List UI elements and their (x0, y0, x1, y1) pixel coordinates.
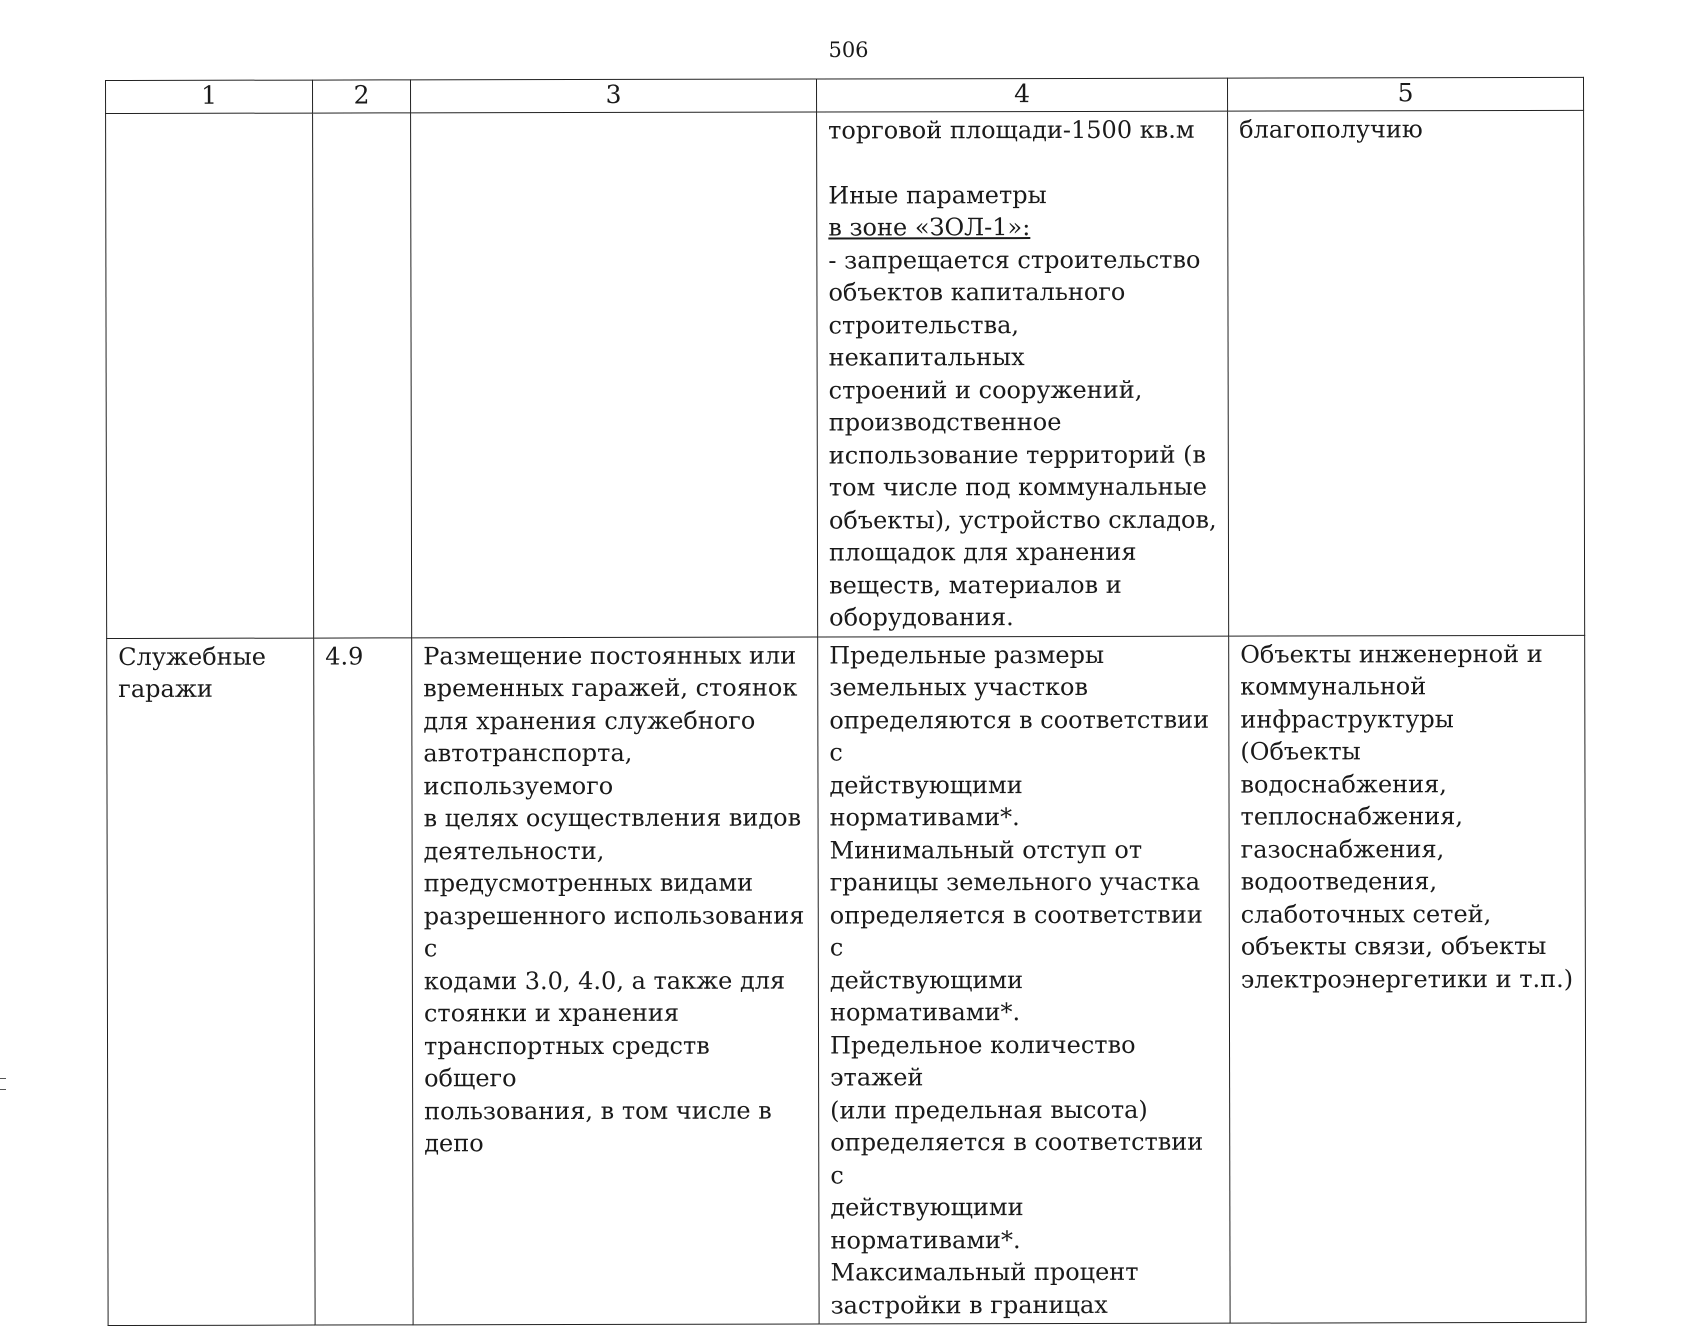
infrastructure-line: инфраструктуры (Объекты (1240, 704, 1454, 766)
restriction-line: оборудования. (829, 603, 1014, 632)
parameter-line: земельных участков (829, 672, 1089, 702)
restriction-line: использование территорий (в (828, 440, 1206, 469)
continued-col-3 (411, 112, 818, 637)
description-line: кодами 3.0, 4.0, а также для (423, 966, 786, 995)
infrastructure-line: коммунальной (1240, 672, 1427, 701)
infrastructure-line: объекты связи, объекты (1240, 931, 1547, 961)
description-line: для хранения служебного (423, 706, 756, 735)
scan-edge-mark (0, 1078, 6, 1090)
table-row-service-garages (107, 635, 1586, 1326)
description-line: транспортных средств общего (423, 1031, 710, 1093)
restriction-line: - запрещается строительство (828, 245, 1201, 274)
table-header-row (106, 77, 1584, 113)
description-line: депо (424, 1129, 484, 1158)
parameter-line: действующими нормативами*. (829, 770, 1023, 832)
restriction-line: объектов капитального (828, 277, 1126, 307)
header-col-2: 2 (313, 80, 411, 113)
parameter-line: определяются в соответствии с (829, 705, 1210, 767)
description-line: в целях осуществления видов (423, 803, 802, 833)
description-line: автотранспорта, используемого (423, 738, 633, 800)
parameter-line: действующими нормативами*. (829, 965, 1024, 1027)
continued-col-4 (817, 111, 1229, 636)
parameter-line: Предельные размеры (829, 640, 1105, 669)
header-col-1: 1 (106, 80, 313, 113)
use-name-cell (107, 638, 315, 1326)
parameter-line: определяется в соответствии с (830, 1127, 1204, 1189)
continued-col-5 (1228, 110, 1585, 635)
parameter-line: Максимальный процент (830, 1257, 1139, 1287)
infrastructure-line: электроэнергетики и т.п.) (1240, 964, 1574, 994)
continued-col4-line: торговой площади-1500 кв.м (828, 115, 1195, 145)
description-line: предусмотренных видами (423, 868, 754, 898)
zoning-table (105, 77, 1587, 1326)
restriction-line: том числе под коммунальные (828, 472, 1207, 502)
infrastructure-line: водоснабжения, (1240, 769, 1447, 799)
infrastructure-line: Объекты инженерной и (1240, 639, 1543, 669)
description-line: разрешенного использования с (423, 901, 805, 963)
restriction-line: веществ, материалов и (829, 570, 1122, 599)
use-description-cell (412, 637, 819, 1325)
use-name-line: гаражи (118, 674, 213, 703)
use-name-line: Служебные (118, 642, 267, 671)
restriction-line: производственное (828, 407, 1062, 437)
restriction-line: строений и сооружений, (828, 375, 1143, 404)
header-col-4: 4 (816, 78, 1227, 112)
infrastructure-line: водоотведения, (1240, 867, 1438, 896)
infrastructure-line: слаботочных сетей, (1240, 899, 1492, 929)
parameter-line: застройки в границах (830, 1290, 1108, 1319)
zone-label: в зоне «ЗОЛ-1»: (828, 213, 1031, 242)
header-col-5: 5 (1227, 77, 1583, 111)
restriction-line: объекты), устройство складов, (828, 505, 1217, 534)
page-number: 506 (828, 38, 869, 62)
parameters-cell (818, 636, 1230, 1324)
header-col-3: 3 (411, 79, 817, 113)
infrastructure-cell (1229, 635, 1586, 1323)
continued-col5-line: благополучию (1239, 115, 1423, 144)
parameter-line: определяется в соответствии с (829, 900, 1203, 962)
description-line: деятельности, (423, 836, 605, 865)
other-params-heading: Иные параметры (828, 180, 1047, 209)
infrastructure-line: газоснабжения, (1240, 834, 1445, 864)
parameter-line: Минимальный отступ от (829, 835, 1143, 864)
restriction-line: площадок для хранения (828, 537, 1137, 567)
description-line: стоянки и хранения (423, 998, 680, 1028)
infrastructure-line: теплоснабжения, (1240, 802, 1463, 831)
restriction-line: строительства, некапитальных (828, 310, 1025, 372)
table-row-continued (106, 110, 1585, 638)
continued-col-2 (313, 113, 412, 638)
description-line: пользования, в том числе в (424, 1096, 772, 1125)
use-code-cell: 4.9 (314, 637, 413, 1325)
description-line: Размещение постоянных или (423, 641, 797, 670)
description-line: временных гаражей, стоянок (423, 673, 798, 703)
parameter-line: Предельное количество этажей (829, 1030, 1136, 1092)
parameter-line: границы земельного участка (829, 867, 1201, 897)
parameter-line: действующими нормативами*. (830, 1193, 1024, 1254)
continued-col-1 (106, 113, 314, 638)
parameter-line: (или предельная высота) (830, 1095, 1148, 1124)
